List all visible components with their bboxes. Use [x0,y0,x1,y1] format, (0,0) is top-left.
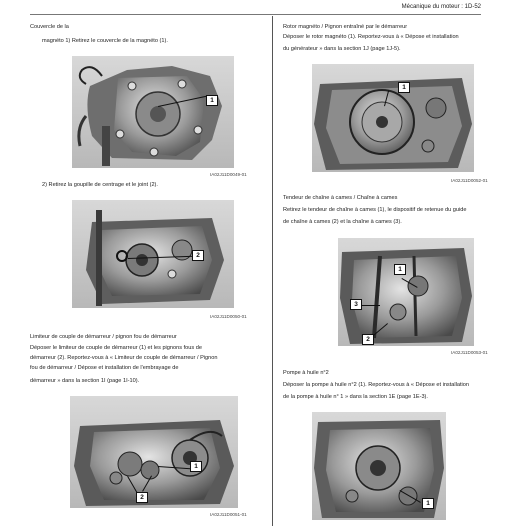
figure-id: IA02J11D0053-01 [451,350,488,355]
instruction-line: démarreur » dans la section 1I (page 1I-10). [30,378,140,384]
page-header: Mécanique du moteur : 1D-52 [401,4,481,10]
instruction-line: démarreur (2). Reportez-vous à « Limiteur de couple de démarreur / Pignon [30,355,218,361]
section-title-cam-chain: Tendeur de chaîne à cames / Chaîne à cames [283,195,398,201]
instruction-line: Déposer la pompe à huile n°2 (1). Reportez-vous à « Dépose et installation [283,382,470,388]
section-title-magneto-cover: Couvercle de la [30,24,69,30]
photo-starter-clutch [70,396,238,508]
instruction-line: Déposer le limiteur de couple de démarreur (1) et les pignons fous de [30,345,202,351]
callout-2: 2 [136,492,148,503]
step-remove-magneto-cover: magnéto 1) Retirez le couvercle de la magnéto (1). [42,38,168,44]
photo-dowel-gasket [72,200,234,308]
instruction-line: Retirez le tendeur de chaîne à cames (1), le dispositif de retenue du guide [283,207,467,213]
callout-2: 2 [192,250,204,261]
section-title-starter-clutch: Limiteur de couple de démarreur / pignon fou de démarreur [30,334,177,340]
callout-1: 1 [206,95,218,106]
column-divider [272,16,273,526]
instruction-line: Déposer le rotor magnéto (1). Reportez-vous à « Dépose et installation [283,34,459,40]
figure-id: IA02J11D0051-01 [210,512,247,517]
callout-1: 1 [190,461,202,472]
callout-1: 1 [394,264,406,275]
figure-id: IA02J11D0049-01 [210,172,247,177]
photo-magneto-cover [72,56,234,168]
callout-3: 3 [350,299,362,310]
photo-magneto-rotor [312,64,474,172]
instruction-line: de chaîne à cames (2) et la chaîne à cames (3). [283,219,402,225]
section-title-oil-pump: Pompe à huile n°2 [283,370,329,376]
header-rule [30,14,481,15]
callout-1: 1 [398,82,410,93]
photo-cam-chain [338,238,474,346]
figure-id: IA02J11D0050-01 [210,314,247,319]
instruction-line: de la pompe à huile n° 1 » dans la section 1E (page 1E-3). [283,394,428,400]
section-title-magneto-rotor: Rotor magnéto / Pignon entraîné par le démarreur [283,24,408,30]
instruction-line: fou de démarreur / Dépose et installation de l'embrayage de [30,365,179,371]
instruction-line: du générateur » dans la section 1J (page 1J-5). [283,46,401,52]
callout-2: 2 [362,334,374,345]
leader-line [362,305,380,306]
figure-id: IA02J11D0052-01 [451,178,488,183]
callout-1: 1 [422,498,434,509]
step-remove-dowel-gasket: 2) Retirez la goupille de centrage et le joint (2). [42,182,158,188]
